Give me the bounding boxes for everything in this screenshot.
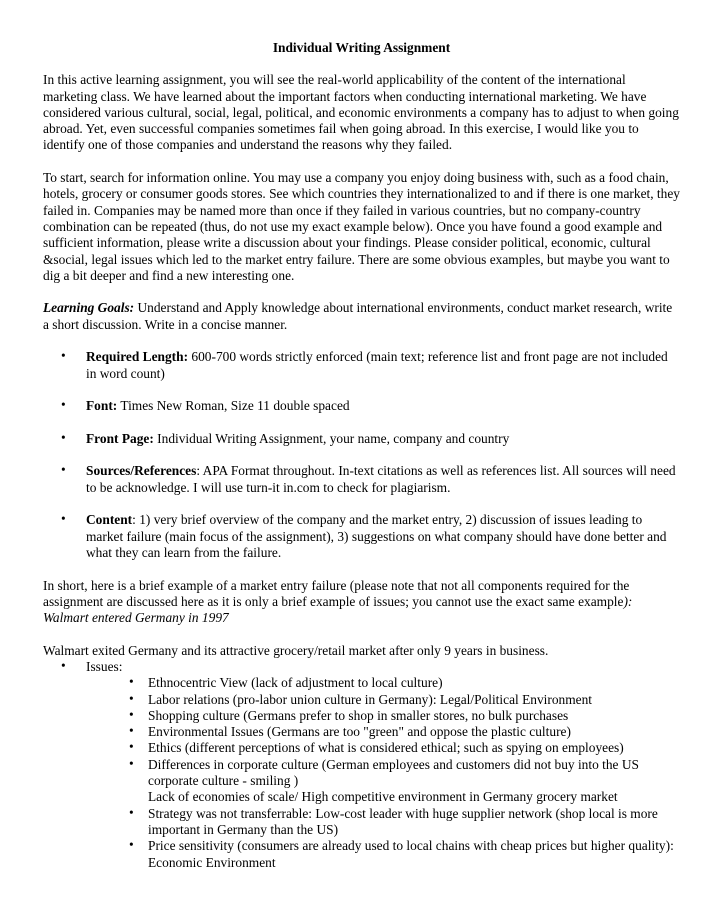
issue-text: Ethics (different perceptions of what is considered ethical; such as spying on employees) — [148, 740, 624, 756]
intro-paragraph: In this active learning assignment, you will see the real-world applicability of the content of the international marketing class. We have learned about the important factors when conducting international marketing. We have considered various cultural, social, legal, political, and economic environments a company has to adjust to when going abroad. Yet, even successful companies sometimes fail when going abroad. In this exercise, I would like you to identify one of those companies and understand the reasons why they failed. — [43, 72, 679, 153]
bullet-icon: • — [129, 755, 134, 771]
bullet-icon: • — [61, 397, 66, 413]
issue-item — [86, 740, 680, 756]
requirement-text: : 1) very brief overview of the company and the market entry, 2) discussion of issues leading to market failure (main focus of the assignment), 3) suggestions on what company should have done better and what they can learn from the failure. — [86, 512, 667, 560]
issue-item — [86, 724, 680, 740]
bullet-icon: • — [129, 674, 134, 690]
requirement-sources — [43, 463, 680, 496]
bullet-icon: • — [129, 723, 134, 739]
issue-text: Differences in corporate culture (German employees and customers did not buy into the US corporate culture - smiling ) — [148, 756, 639, 789]
issue-text: Ethnocentric View (lack of adjustment to local culture) — [148, 675, 443, 691]
requirements-list — [43, 349, 680, 561]
issue-text: Strategy was not transferrable: Low-cost leader with huge supplier network (shop local is more important in Germany than the US) — [148, 805, 658, 837]
learning-goals-label: Learning Goals: — [43, 300, 135, 316]
example-italic-tail: ): Walmart entered Germany in 1997 — [43, 593, 633, 626]
bullet-icon: • — [129, 837, 134, 853]
learning-goals-text: Understand and Apply knowledge about international environments, conduct market research, write a short discussion. Write in a concise manner. — [43, 300, 673, 332]
requirement-title: Front Page: — [86, 430, 154, 446]
issues-item — [43, 659, 680, 871]
requirement-title: Font: — [86, 398, 118, 414]
requirement-text: Individual Writing Assignment, your name, company and country — [153, 430, 510, 446]
requirement-title: Required Length: — [86, 349, 189, 365]
issue-item — [86, 692, 680, 708]
issue-item-unbulleted — [86, 789, 680, 805]
issue-item — [86, 675, 680, 691]
example-text: In short, here is a brief example of a market entry failure (please note that not all components required for the assignment are discussed here as it is only a brief example of issues; you cannot use the exact same example — [43, 577, 630, 609]
issue-item — [86, 757, 680, 790]
bullet-icon: • — [129, 706, 134, 722]
requirement-text: Times New Roman, Size 11 double spaced — [117, 398, 350, 414]
requirement-text: 600-700 words strictly enforced (main text; reference list and front page are not included in word count) — [86, 349, 668, 381]
example-paragraph — [43, 578, 680, 627]
issue-item — [86, 708, 680, 724]
requirement-title: Sources/References — [86, 463, 197, 479]
issue-text: Lack of economies of scale/ High competitive environment in Germany grocery market — [148, 789, 618, 805]
issue-item — [86, 838, 680, 871]
requirement-front-page — [43, 431, 680, 447]
learning-goals-paragraph — [43, 300, 680, 333]
issue-item — [86, 806, 680, 839]
issue-text: Price sensitivity (consumers are already used to local chains with cheap prices but higher quality): Economic Environment — [148, 838, 674, 870]
walmart-summary: Walmart exited Germany and its attractive grocery/retail market after only 9 years in business. — [43, 642, 549, 658]
issue-text: Labor relations (pro-labor union culture in Germany): Legal/Political Environment — [148, 691, 592, 707]
bullet-icon: • — [129, 690, 134, 706]
requirement-title: Content — [86, 512, 133, 528]
instructions-paragraph: To start, search for information online. You may use a company you enjoy doing business with, such as a food chain, hotels, grocery or consumer goods stores. See which countries they internationalized to and if there is one market, they failed in. Companies may be named more than once if they failed in various countries, but no company-country combination can be repeated (thus, do not use my exact example below). Once you have found a good example and sufficient information, please write a discussion about your findings. Please consider political, economic, cultural &social, legal issues which led to the market entry failure. There are some obvious examples, but maybe you want to dig a bit deeper and find a new interesting one. — [43, 170, 680, 283]
bullet-icon: • — [61, 657, 66, 673]
bullet-icon: • — [61, 348, 66, 364]
issues-list — [43, 659, 680, 871]
requirement-font — [43, 398, 680, 414]
bullet-icon: • — [61, 511, 66, 527]
bullet-icon: • — [61, 429, 66, 445]
issue-text: Shopping culture (Germans prefer to shop in smaller stores, no bulk purchases — [148, 707, 569, 723]
requirement-text: : APA Format throughout. In-text citations as well as references list. All sources will need to be acknowledge. I will use turn-it in.com to check for plagiarism. — [86, 463, 676, 495]
bullet-icon: • — [129, 739, 134, 755]
requirement-content — [43, 512, 680, 561]
document-title: Individual Writing Assignment — [272, 40, 451, 55]
bullet-icon: • — [129, 804, 134, 820]
issue-text: Environmental Issues (Germans are too "green" and oppose the plastic culture) — [148, 724, 571, 740]
issues-label: Issues: — [86, 658, 123, 674]
requirement-length — [43, 349, 680, 382]
bullet-icon: • — [61, 462, 66, 478]
issues-sublist — [86, 675, 680, 871]
